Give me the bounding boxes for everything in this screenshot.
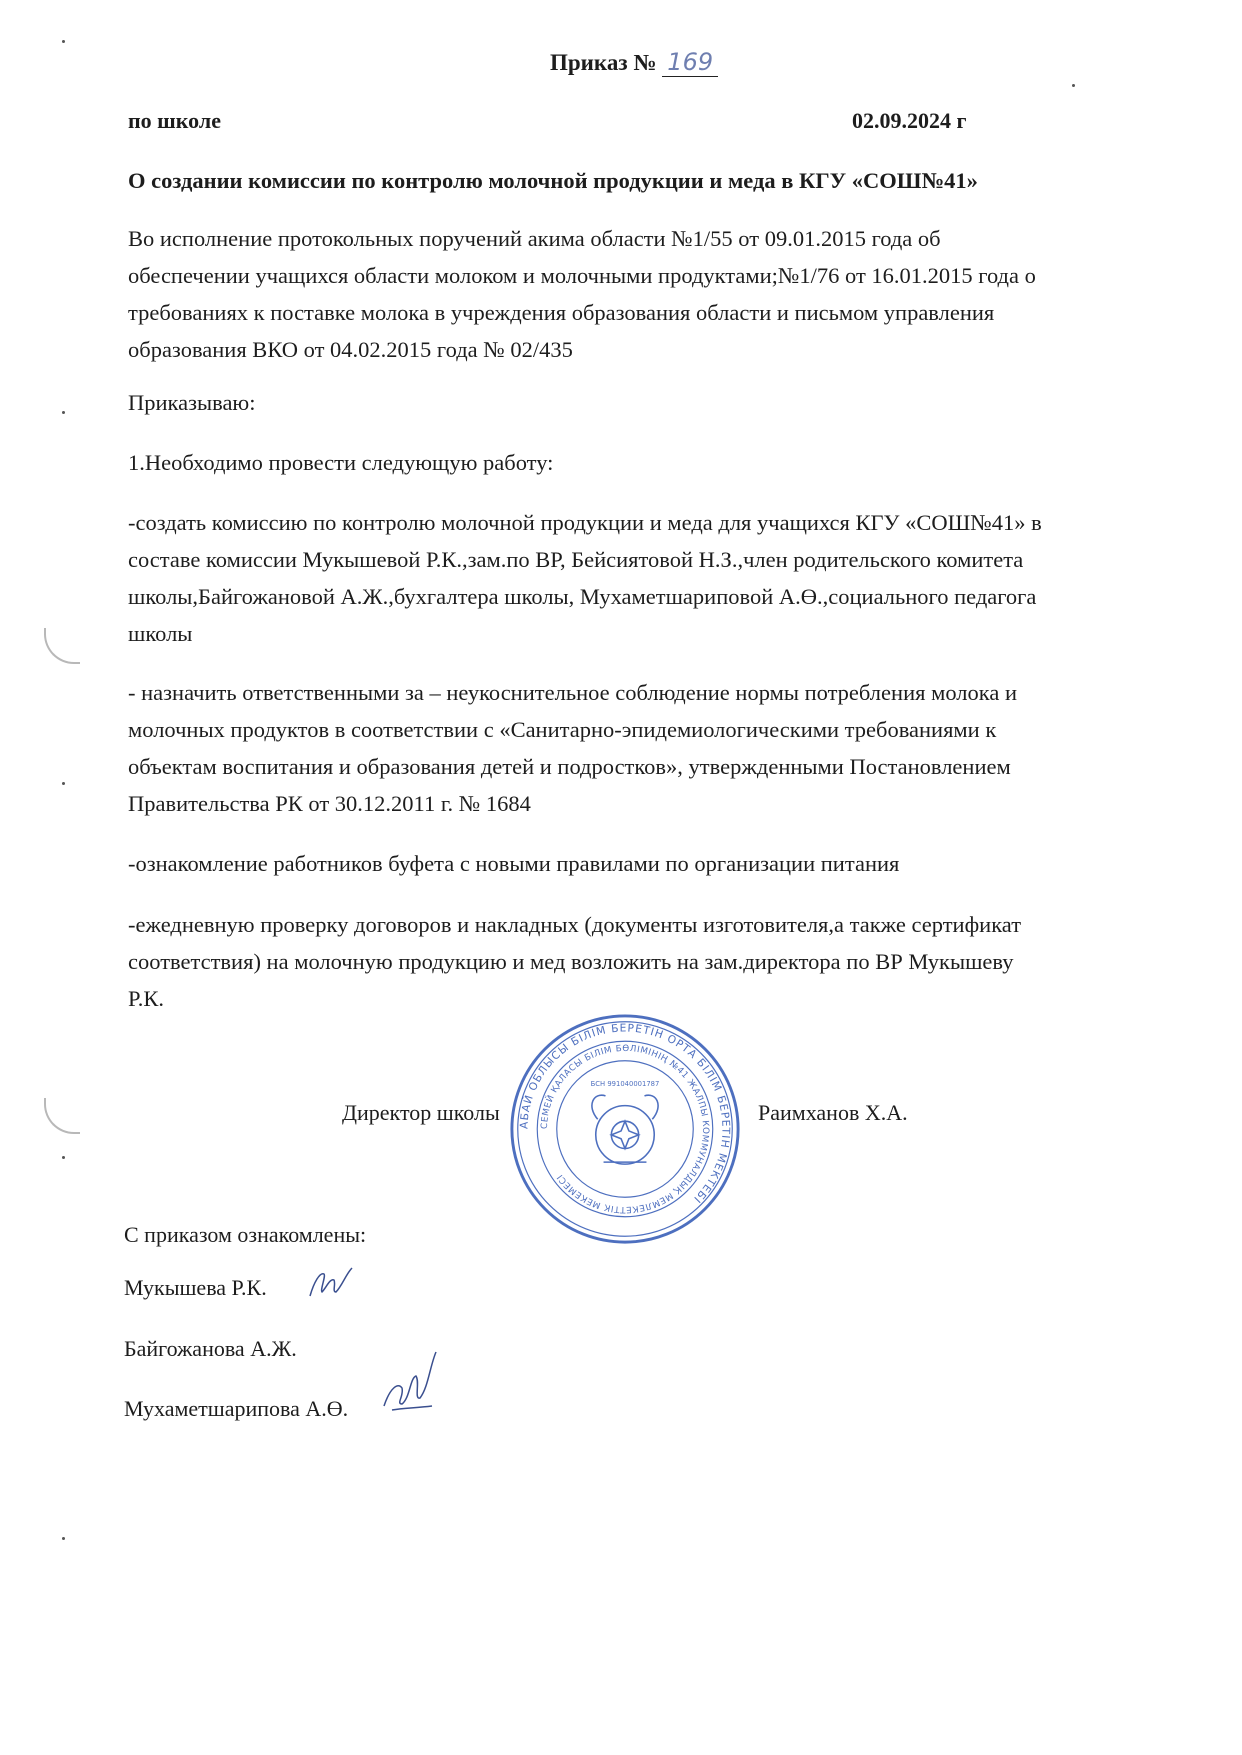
signature-mark xyxy=(380,1348,440,1420)
scan-speck xyxy=(1072,84,1075,87)
text-line: требованиях к поставке молока в учреждения образования области и письмом управления xyxy=(128,300,995,325)
text-line: образования ВКО от 04.02.2015 года № 02/435 xyxy=(128,337,573,362)
scan-hole-mark xyxy=(44,628,80,664)
scan-hole-mark xyxy=(44,1098,80,1134)
signature-mark xyxy=(306,1262,356,1304)
text-line: школы xyxy=(128,621,193,646)
scan-speck xyxy=(62,40,65,43)
scan-speck xyxy=(62,411,65,414)
scan-speck xyxy=(62,1537,65,1540)
text-line: Правительства РК от 30.12.2011 г. № 1684 xyxy=(128,791,531,816)
seal-outer-text: АБАЙ ОБЛЫСЫ БІЛІМ БЕРЕТІН ОРТА БІЛІМ БЕРЕТІН МЕКТЕБІ xyxy=(517,1021,733,1207)
scan-speck xyxy=(62,1156,65,1159)
order-date: 02.09.2024 г xyxy=(852,108,967,133)
order-word: Приказываю: xyxy=(128,390,256,415)
text-line: составе комиссии Мукышевой Р.К.,зам.по ВР, Бейсиятовой Н.З.,член родительского комитета xyxy=(128,547,1024,572)
item-1: 1.Необходимо провести следующую работу: xyxy=(128,450,554,475)
bullet-check xyxy=(128,906,1168,1017)
scan-speck xyxy=(62,782,65,785)
signature-name: Раимханов Х.А. xyxy=(758,1100,908,1125)
text-line: молочных продуктов в соответствии с «Санитарно-эпидемиологическими требованиями к xyxy=(128,717,997,742)
seal-inner-text: СЕМЕЙ ҚАЛАСЫ БІЛІМ БӨЛІМІНІҢ №41 ЖАЛПЫ КОММУНАЛДЫҚ МЕМЛЕКЕТТІК МЕКЕМЕСІ xyxy=(539,1043,711,1215)
text-line: Р.К. xyxy=(128,986,164,1011)
text-line: обеспечении учащихся области молоком и молочными продуктами;№1/76 от 16.01.2015 года о xyxy=(128,263,1036,288)
order-heading xyxy=(550,48,718,77)
text-line: соответствия) на молочную продукцию и мед возложить на зам.директора по ВР Мукышеву xyxy=(128,949,1014,974)
text-line: -ежедневную проверку договоров и накладных (документы изготовителя,а также сертификат xyxy=(128,912,1022,937)
bullet-responsible xyxy=(128,674,1168,822)
text-line: Во исполнение протокольных поручений акима области №1/55 от 09.01.2015 года об xyxy=(128,226,941,251)
acquainted-name: Мукышева Р.К. xyxy=(124,1275,267,1300)
order-number: 169 xyxy=(662,48,718,77)
signature-position: Директор школы xyxy=(342,1100,500,1125)
text-line: объектам воспитания и образования детей и подростков», утвержденными Постановлением xyxy=(128,754,1011,779)
text-line: школы,Байгожановой А.Ж.,бухгалтера школы, Мухаметшариповой А.Ө.,социального педагога xyxy=(128,584,1037,609)
school-seal xyxy=(508,1012,742,1246)
seal-bin: БСН 991040001787 xyxy=(590,1080,660,1089)
bullet-committee xyxy=(128,504,1168,652)
acquainted-heading: С приказом ознакомлены: xyxy=(124,1222,367,1247)
acquainted-name: Байгожанова А.Ж. xyxy=(124,1336,297,1361)
acquainted-name: Мухаметшарипова А.Ө. xyxy=(124,1396,349,1421)
bullet-staff: -ознакомление работников буфета с новыми правилами по организации питания xyxy=(128,851,900,876)
document-title: О создании комиссии по контролю молочной продукции и меда в КГУ «СОШ№41» xyxy=(128,168,978,193)
text-line: - назначить ответственными за – неукоснительное соблюдение нормы потребления молока и xyxy=(128,680,1017,705)
coat-of-arms-icon xyxy=(592,1095,658,1164)
intro-paragraph xyxy=(128,220,1168,368)
svg-text:СЕМЕЙ ҚАЛАСЫ БІЛІМ БӨЛІМІНІҢ № xyxy=(540,1044,710,1214)
order-label: Приказ № xyxy=(550,50,657,75)
text-line: -создать комиссию по контролю молочной продукции и меда для учащихся КГУ «СОШ№41» в xyxy=(128,510,1042,535)
org-label: по школе xyxy=(128,108,221,133)
